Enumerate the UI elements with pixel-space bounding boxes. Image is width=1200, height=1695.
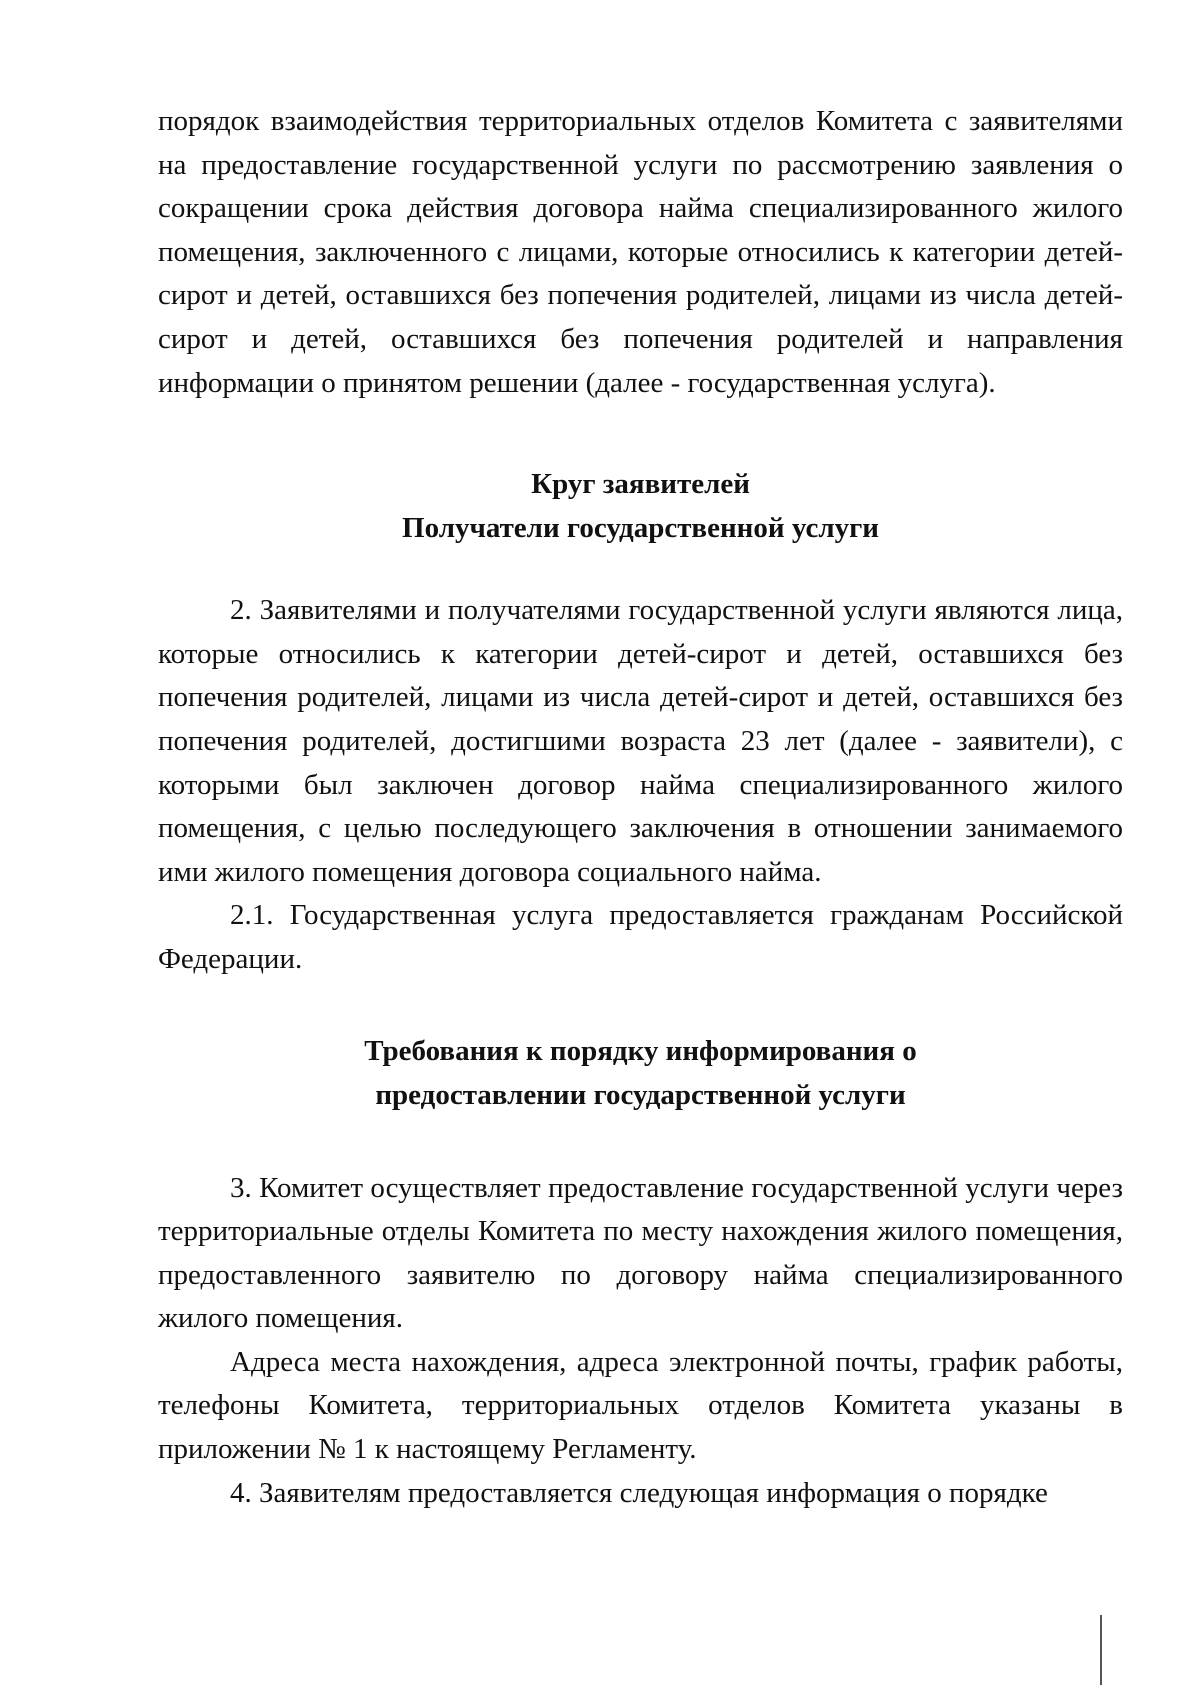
spacer [158,550,1123,589]
paragraph-3: 3. Комитет осуществляет предоставление государственной услуги через территориальные отделы Комитета по месту нахождения жилого помещения, предоставленного заявителю по договору найма специализированного жилого помещения. [158,1171,1123,1335]
paragraph-2: 2. Заявителями и получателями государственной услуги являются лица, которые относились к категории детей-сирот и детей, оставшихся без попечения родителей, лицами из числа детей-сирот и детей, оставшихся без попечения родителей, достигшими возраста 23 лет (далее - заявители), с которыми был заключен договор найма специализированного жилого помещения, с целью последующего заключения в отношении занимаемого ими жилого помещения договора социального найма. [158,594,1123,888]
spacer [158,982,1123,1029]
spacer [158,405,1123,462]
paragraph-4: 4. Заявителям предоставляется следующая информация о порядке [230,1476,1048,1509]
section-heading-informing: Требования к порядку информирования о [364,1034,917,1067]
scan-margin-line [1100,1615,1102,1685]
intro-paragraph: порядок взаимодействия территориальных отделов Комитета с заявителями на предоставление государственной услуги по рассмотрению заявления о сокращении срока действия договора найма специализированного жилого помещения, заключенного с лицами, которые относились к категории детей-сирот и детей, оставшихся без попечения родителей, лицами из числа детей-сирот и детей, оставшихся без попечения родителей и направления информации о принятом решении (далее - государственная услуга). [158,105,1123,399]
document-page [158,100,1123,1515]
section-subheading-recipients: Получатели государственной услуги [402,512,879,545]
section-heading-applicants: Круг заявителей [531,468,750,501]
spacer [158,1117,1123,1167]
paragraph-2-1: 2.1. Государственная услуга предоставляется гражданам Российской Федерации. [158,899,1123,975]
paragraph-3-addresses: Адреса места нахождения, адреса электронной почты, график работы, телефоны Комитета, территориальных отделов Комитета указаны в приложении № 1 к настоящему Регламенту. [158,1345,1123,1466]
section-heading-informing-line2: предоставлении государственной услуги [375,1078,906,1111]
